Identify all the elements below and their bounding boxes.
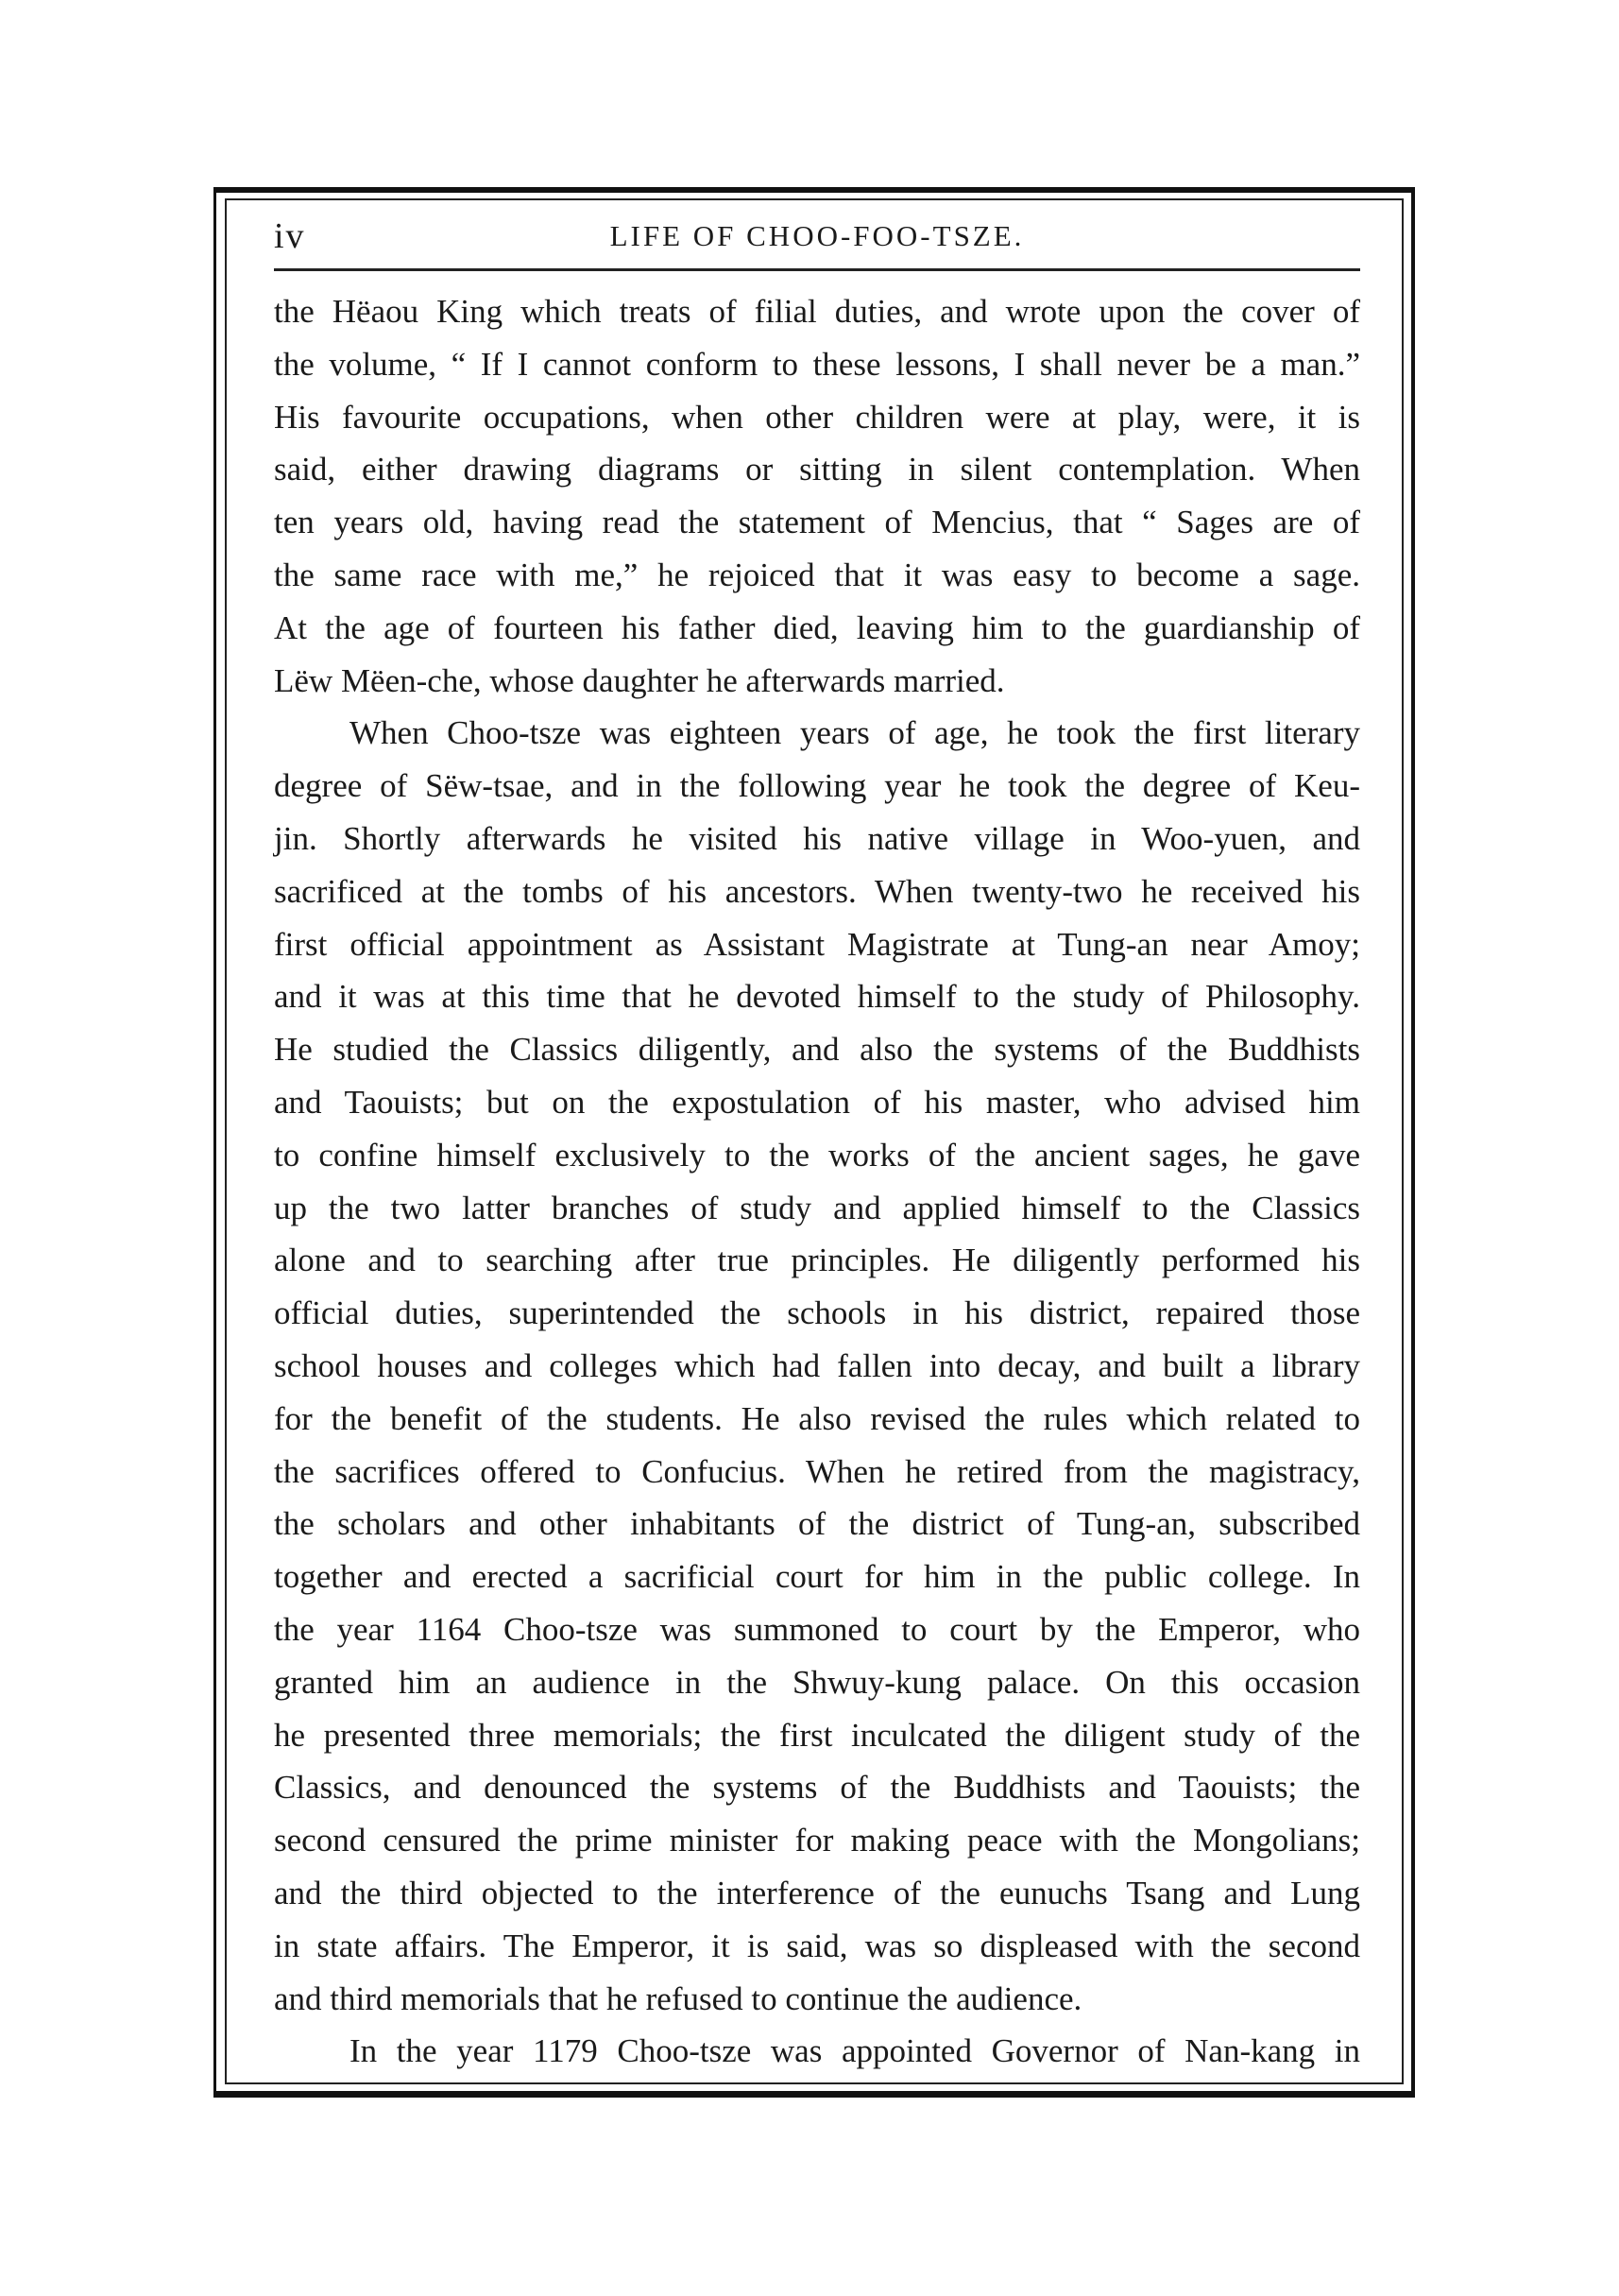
text-line: the volume, “ If I cannot conform to these lessons, I shall never be a man.” [274, 345, 1360, 383]
text-line: together and erected a sacrificial court for him in the public college. In [274, 1558, 1360, 1596]
body-text [274, 285, 1360, 2078]
page-number: iv [274, 216, 306, 256]
header-rule [274, 268, 1360, 271]
text-line: ten years old, having read the statement of Mencius, that “ Sages are of [274, 504, 1360, 541]
text-line: degree of Sëw-tsae, and in the following year he took the degree of Keu- [274, 767, 1360, 805]
text-line: the same race with me,” he rejoiced that it was easy to become a sage. [274, 556, 1360, 593]
text-line: and Taouists; but on the expostulation of his master, who advised him [274, 1083, 1360, 1121]
text-line: alone and to searching after true principles. He diligently performed his [274, 1242, 1360, 1279]
text-line: Classics, and denounced the systems of the Buddhists and Taouists; the [274, 1769, 1360, 1807]
text-line: Lëw Mëen-che, whose daughter he afterwards married. [274, 661, 1005, 699]
text-line: At the age of fourteen his father died, leaving him to the guardianship of [274, 608, 1360, 646]
text-line: His favourite occupations, when other children were at play, were, it is [274, 398, 1360, 436]
text-line: he presented three memorials; the first inculcated the diligent study of the [274, 1716, 1360, 1754]
text-line: sacrificed at the tombs of his ancestors. When twenty-two he received his [274, 872, 1360, 910]
text-line: and third memorials that he refused to continue the audience. [274, 1979, 1082, 2017]
text-line: said, either drawing diagrams or sitting in silent contemplation. When [274, 451, 1360, 488]
text-line: In the year 1179 Choo-tsze was appointed Governor of Nan-kang in [349, 2032, 1360, 2070]
text-line: first official appointment as Assistant Magistrate at Tung-an near Amoy; [274, 925, 1360, 963]
text-line: for the benefit of the students. He also revised the rules which related to [274, 1399, 1360, 1437]
text-line: school houses and colleges which had fallen into decay, and built a library [274, 1346, 1360, 1384]
text-line: up the two latter branches of study and applied himself to the Classics [274, 1189, 1360, 1226]
text-line: the year 1164 Choo-tsze was summoned to court by the Emperor, who [274, 1610, 1360, 1648]
page-header [274, 210, 1360, 257]
text-line: and it was at this time that he devoted himself to the study of Philosophy. [274, 978, 1360, 1016]
text-line: the Hëaou King which treats of filial duties, and wrote upon the cover of [274, 293, 1360, 330]
text-line: He studied the Classics diligently, and also the systems of the Buddhists [274, 1031, 1360, 1069]
text-line: the scholars and other inhabitants of the district of Tung-an, subscribed [274, 1505, 1360, 1543]
text-line: official duties, superintended the schools in his district, repaired those [274, 1294, 1360, 1332]
text-line: granted him an audience in the Shwuy-kung palace. On this occasion [274, 1663, 1360, 1701]
text-line: jin. Shortly afterwards he visited his native village in Woo-yuen, and [274, 819, 1360, 857]
text-line: When Choo-tsze was eighteen years of age, he took the first literary [349, 714, 1360, 752]
text-line: the sacrifices offered to Confucius. When he retired from the magistracy, [274, 1452, 1360, 1490]
running-title: LIFE OF CHOO-FOO-TSZE. [609, 219, 1025, 252]
text-line: second censured the prime minister for making peace with the Mongolians; [274, 1822, 1360, 1859]
text-line: to confine himself exclusively to the works of the ancient sages, he gave [274, 1136, 1360, 1174]
text-line: and the third objected to the interference of the eunuchs Tsang and Lung [274, 1874, 1360, 1911]
text-line: in state affairs. The Emperor, it is said, was so displeased with the second [274, 1927, 1360, 1964]
